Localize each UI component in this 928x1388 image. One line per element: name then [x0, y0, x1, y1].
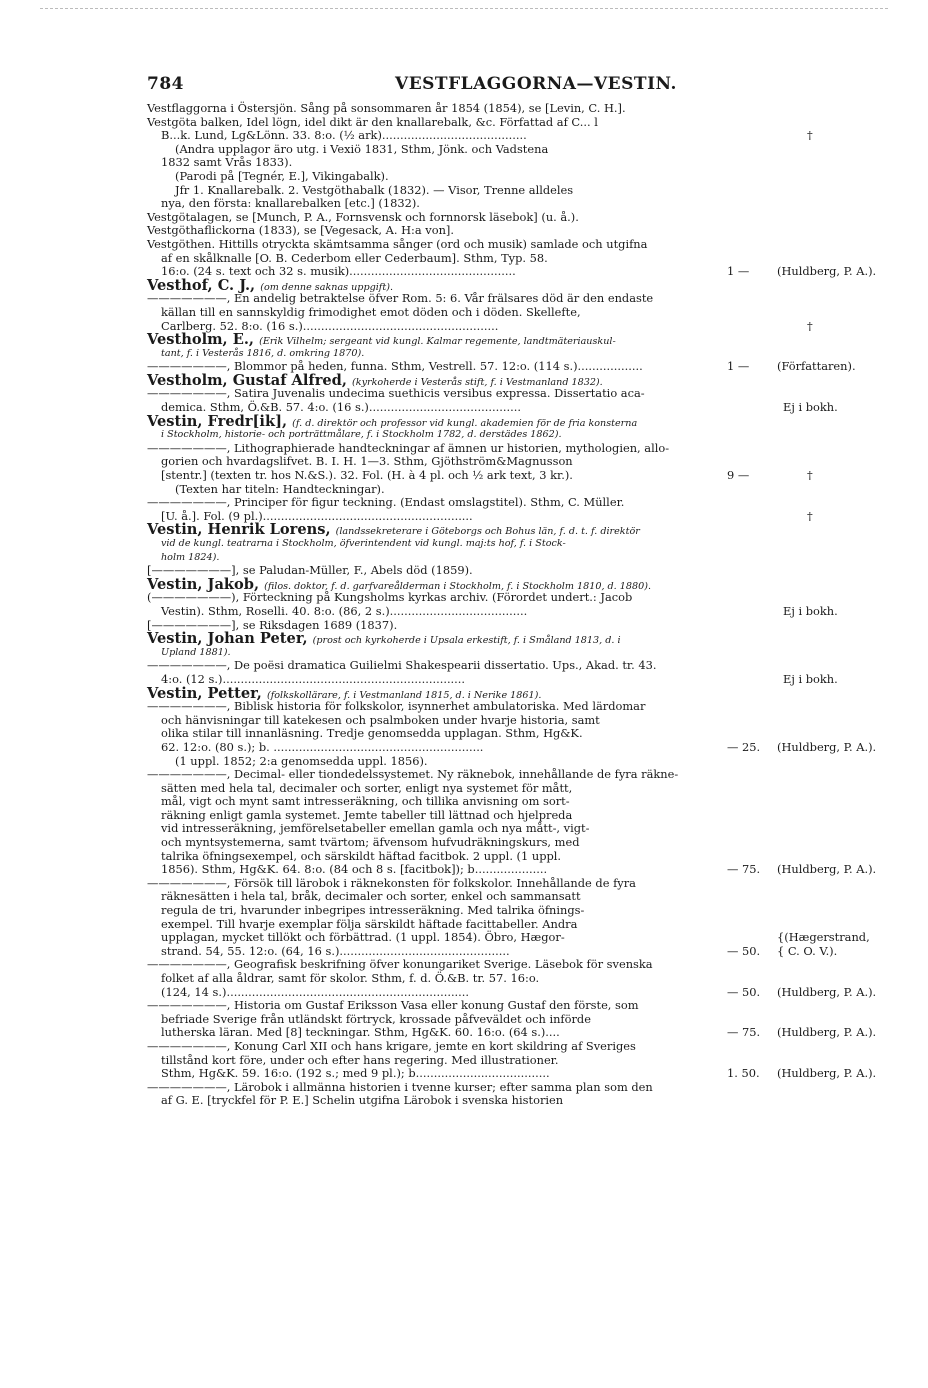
entry-text: Sthm, Hg&K. 59. 16:o. (192 s.; med 9 pl.); b..................................... — [161, 1066, 550, 1081]
entry-text: (Andra upplagor äro utg. i Vexiö 1831, Sthm, Jönk. och Vadstena — [175, 141, 549, 156]
entry-text: ———————, Lärobok i allmänna historien i tvenne kurser; efter samma plan som den — [147, 1079, 653, 1094]
entry-text: [U. å.]. Fol. (9 pl.).......................................................... — [161, 508, 473, 523]
entry-publisher-note: (Huldberg, P. A.). — [777, 984, 877, 999]
author-name: Vestin, Jakob, (filos. doktor, f. d. garfvareålderman i Stockholm, f. i Stockholm 1810, d. 1880). — [147, 575, 651, 593]
entry-line — [147, 863, 907, 877]
entry-line — [147, 646, 907, 660]
author-bio: (kyrkoherde i Vesterås stift, f. i Vestmanland 1832). — [352, 376, 603, 388]
entry-line — [147, 1081, 907, 1095]
author-bio: (folkskollärare, f. i Vestmanland 1815, d. i Nerike 1861). — [266, 689, 542, 701]
author-bio: (landssekreterare i Göteborgs och Bohus län, f. d. t. f. direktör — [335, 526, 640, 538]
entry-author-heading — [147, 684, 907, 702]
entry-text: 4:o. (12 s.)................................................................... — [161, 671, 466, 686]
entry-price: 9 — — [727, 468, 750, 483]
entry-text: talrika öfningsexempel, och särskildt häftad facitbok. 2 uppl. (1 uppl. — [161, 848, 562, 863]
entry-publisher-note: (Författaren). — [777, 359, 856, 374]
entry-text: (1 uppl. 1852; 2:a genomsedda uppl. 1856). — [175, 753, 428, 768]
entry-price: — 50. — [727, 943, 761, 958]
entry-text: lutherska läran. Med [8] teckningar. Sthm, Hg&K. 60. 16:o. (64 s.).... — [161, 1025, 560, 1040]
entry-line — [147, 347, 907, 361]
entry-line — [147, 1067, 907, 1081]
entry-line — [147, 795, 907, 809]
entry-text: upplagan, mycket tillökt och förbättrad. (1 uppl. 1854). Öbro, Hægor- — [161, 930, 565, 945]
entry-text: Vestgöthen. Hittills otryckta skämtsamma sånger (ord och musik) samlade och utgifna — [147, 236, 648, 251]
entry-price: 1. 50. — [727, 1066, 760, 1081]
entry-text: ———————, Historia om Gustaf Eriksson Vasa eller konung Gustaf den förste, som — [147, 998, 639, 1013]
entry-text: Vestflaggorna i Östersjön. Sång på sonsommaren år 1854 (1854), se [Levin, C. H.]. — [147, 101, 626, 115]
entry-publisher-note: † — [807, 508, 813, 523]
document-page — [147, 74, 907, 1108]
entry-text: ———————, Decimal- eller tiondedelssystemet. Ny räknebok, innehållande de fyra räkne- — [147, 767, 679, 782]
entry-publisher-note: † — [807, 128, 813, 143]
entry-text: [———————], se Paludan-Müller, F., Abels död (1859). — [147, 563, 473, 578]
entry-text: [———————], se Riksdagen 1689 (1837). — [147, 617, 398, 632]
author-name: Vestin, Henrik Lorens, (landssekreterare i Göteborgs och Bohus län, f. d. t. f. direktör — [147, 521, 640, 539]
entry-line — [147, 999, 907, 1013]
entry-text: (Parodi på [Tegnér, E.], Vikingabalk). — [175, 168, 389, 183]
entry-line — [147, 537, 907, 551]
entry-line — [147, 591, 907, 605]
entry-line — [147, 741, 907, 755]
entry-line — [147, 782, 907, 796]
entry-line — [147, 143, 907, 157]
entry-text: Vestgöthaflickorna (1833), se [Vegesack, A. H:a von]. — [147, 223, 454, 238]
entry-text: folket af alla åldrar, samt för skolor. Sthm, f. d. Ö.&B. tr. 57. 16:o. — [161, 971, 540, 985]
entry-publisher-note: Ej i bokh. — [783, 671, 838, 686]
entry-line — [147, 727, 907, 741]
entry-publisher-note: (Huldberg, P. A.). — [777, 862, 877, 877]
entry-text: tillstånd kort före, under och efter hans regering. Med illustrationer. — [161, 1052, 559, 1067]
entry-line — [147, 1013, 907, 1027]
entry-publisher-note: (Huldberg, P. A.). — [777, 1025, 877, 1040]
author-name: Vestin, Johan Peter, (prost och kyrkoherde i Upsala erkestift, f. i Småland 1813, d. i — [147, 630, 621, 648]
entry-publisher-note: (Huldberg, P. A.). — [777, 739, 877, 754]
entry-text: i Stockholm, historie- och porträttmålare, f. i Stockholm 1782, d. derstädes 1862). — [161, 429, 562, 441]
entry-text: befriade Sverige från utländskt förtryck, krossade påfveväldet och införde — [161, 1011, 591, 1026]
entry-line — [147, 238, 907, 252]
entry-text: Vestgötalagen, se [Munch, P. A., Fornsvensk och fornnorsk läsebok] (u. å.). — [147, 209, 579, 224]
entry-line — [147, 659, 907, 673]
entry-text: Vestin). Sthm, Roselli. 40. 8:o. (86, 2 s.)...................................... — [161, 603, 528, 618]
author-name: Vestholm, Gustaf Alfred, (kyrkoherde i Vesterås stift, f. i Vestmanland 1832). — [147, 371, 603, 389]
entry-line — [147, 986, 907, 1000]
entry-publisher-note: Ej i bokh. — [783, 400, 838, 415]
page-title: VESTFLAGGORNA—VESTIN. — [395, 74, 677, 94]
entry-text: ———————, Lithographierade handteckningar af ämnen ur historien, mythologien, allo- — [147, 440, 670, 455]
entry-line — [147, 714, 907, 728]
author-name: Vestin, Petter, (folkskollärare, f. i Vestmanland 1815, d. i Nerike 1861). — [147, 684, 542, 702]
entry-text: gorien och hvardagslifvet. B. I. H. 1—3. Sthm, Gjöthström&Magnusson — [161, 454, 573, 469]
author-bio: (f. d. direktör och professor vid kungl. akademien för de fria konsterna — [292, 417, 638, 429]
entry-line — [147, 972, 907, 986]
entry-line — [147, 184, 907, 198]
entry-author-heading — [147, 371, 907, 389]
entry-text: ———————, En andelig betraktelse öfver Rom. 5: 6. Vår frälsares död är den endaste — [147, 291, 654, 306]
entry-publisher-note: (Huldberg, P. A.). — [777, 1066, 877, 1081]
entry-text: regula de tri, hvarunder inbegripes intresseräkning. Med talrika öfnings- — [161, 903, 585, 918]
entry-text: räknesätten i hela tal, bråk, decimaler och sorter, enkel och sammansatt — [161, 889, 581, 904]
entry-text: af G. E. [tryckfel för P. E.] Schelin utgifna Lärobok i svenska historien — [161, 1093, 564, 1108]
author-name: Vesthof, C. J., (om denne saknas uppgift). — [147, 276, 394, 294]
entry-line — [147, 483, 907, 497]
entry-line — [147, 306, 907, 320]
entry-text: olika stilar till innanläsning. Tredje genomsedda upplagan. Sthm, Hg&K. — [161, 726, 583, 741]
entry-text: holm 1824). — [161, 551, 220, 563]
entry-line — [147, 387, 907, 401]
entry-text: räkning enligt gamla systemet. Jemte tabeller till lättnad och hjelpreda — [161, 807, 573, 822]
entry-line — [147, 890, 907, 904]
entry-author-heading — [147, 632, 907, 646]
entry-price: — 25. — [727, 739, 761, 754]
entry-text: (———————), Förteckning på Kungsholms kyrkas archiv. (Förordet undert.: Jacob — [147, 590, 633, 605]
entry-line — [147, 958, 907, 972]
entry-text: Carlberg. 52. 8:o. (16 s.)...................................................... — [161, 318, 499, 333]
entry-author-heading — [147, 333, 907, 347]
entry-publisher-note: † — [807, 468, 813, 483]
entry-text: och hänvisningar till katekesen och psalmboken under hvarje historia, samt — [161, 712, 600, 727]
entry-price: — 50. — [727, 984, 761, 999]
entry-text: ———————, Försök till lärobok i räknekonsten för folkskolor. Innehållande de fyra — [147, 875, 636, 890]
entry-line — [147, 170, 907, 184]
author-name: Vestin, Fredr[ik], (f. d. direktör och professor vid kungl. akademien för de fria konsterna — [147, 412, 638, 430]
author-name: Vestholm, E., (Erik Vilhelm; sergeant vid kungl. Kalmar regemente, landtmäteriauskul- — [147, 331, 616, 349]
author-bio: (filos. doktor, f. d. garfvareålderman i Stockholm, f. i Stockholm 1810, d. 1880). — [264, 580, 651, 592]
entry-line — [147, 1094, 907, 1108]
entry-line — [147, 224, 907, 238]
entry-text: 1856). Sthm, Hg&K. 64. 8:o. (84 och 8 s. [facitbok]); b.................... — [161, 862, 548, 877]
entry-text: 1832 samt Vrås 1833). — [161, 155, 293, 170]
entry-line — [147, 320, 907, 334]
author-bio: (Erik Vilhelm; sergeant vid kungl. Kalmar regemente, landtmäteriauskul- — [259, 336, 616, 348]
entry-line — [147, 605, 907, 619]
entry-line — [147, 156, 907, 170]
entry-line — [147, 292, 907, 306]
entry-text: vid intresseräkning, jemförelsetabeller emellan gamla och nya mått-, vigt- — [161, 821, 590, 836]
entry-author-heading — [147, 276, 907, 294]
entry-publisher-note: { C. O. V.). — [777, 943, 838, 958]
entry-text: 62. 12:o. (80 s.); b. .......................................................... — [161, 739, 484, 754]
entry-publisher-note: (Huldberg, P. A.). — [777, 264, 877, 279]
entry-line — [147, 904, 907, 918]
entry-text: B...k. Lund, Lg&Lönn. 33. 8:o. (½ ark)........................................ — [161, 128, 527, 143]
entry-text: Vestgöta balken, Idel lögn, idel dikt är den knallarebalk, &c. Författad af C... l — [147, 114, 598, 129]
entry-text: af en skålknalle [O. B. Cederbom eller Cederbaum]. Sthm, Typ. 58. — [161, 250, 548, 265]
entry-line — [147, 1040, 907, 1054]
entry-line — [147, 455, 907, 469]
page-number: 784 — [147, 74, 184, 94]
entry-line — [147, 265, 907, 279]
author-bio: (om denne saknas uppgift). — [260, 281, 394, 293]
entry-line — [147, 822, 907, 836]
entry-text: strand. 54, 55. 12:o. (64, 16 s.)............................................... — [161, 943, 510, 958]
entry-line — [147, 836, 907, 850]
entry-text: ———————, Satira Juvenalis undecima suethicis versibus expressa. Dissertatio aca- — [147, 386, 645, 401]
entry-line — [147, 850, 907, 864]
entry-line — [147, 877, 907, 891]
entry-text: källan till en sannskyldig frimodighet emot döden och i döden. Skellefte, — [161, 304, 581, 319]
entry-text: ———————, Principer för figur teckning. (Endast omslagstitel). Sthm, C. Müller. — [147, 495, 625, 510]
entry-text: nya, den första: knallarebalken [etc.] (1832). — [161, 196, 420, 211]
entry-text: (Texten har titeln: Handteckningar). — [175, 481, 385, 496]
page-header — [147, 74, 907, 96]
entry-price: — 75. — [727, 862, 761, 877]
entry-publisher-note: † — [807, 318, 813, 333]
entry-price: — 75. — [727, 1025, 761, 1040]
entry-text: exempel. Till hvarje exemplar följa särskildt häftade facittabeller. Andra — [161, 916, 578, 931]
entry-text: Upland 1881). — [161, 646, 231, 658]
entry-line — [147, 931, 907, 945]
entry-text: demica. Sthm, Ö.&B. 57. 4:o. (16 s.).......................................... — [161, 400, 521, 415]
entry-text: 16:o. (24 s. text och 32 s. musik).............................................. — [161, 264, 516, 279]
entry-publisher-note: {(Hægerstrand, — [777, 930, 870, 945]
top-dashed-rule — [40, 8, 888, 9]
entry-publisher-note: Ej i bokh. — [783, 603, 838, 618]
entry-text: [stentr.] (texten tr. hos N.&S.). 32. Fol. (H. à 4 pl. och ½ ark text, 3 kr.). — [161, 468, 573, 483]
entry-text: vid de kungl. teatrarna i Stockholm, öfverintendent vid kungl. maj:ts hof, f. i Stock- — [161, 538, 566, 549]
catalog-entries — [147, 102, 907, 1108]
entry-line — [147, 918, 907, 932]
entry-author-heading — [147, 412, 907, 430]
entry-text: ———————, Blommor på heden, funna. Sthm, Vestrell. 57. 12:o. (114 s.).................. — [147, 359, 643, 374]
entry-price: 1 — — [727, 264, 750, 279]
entry-line — [147, 129, 907, 143]
entry-text: ———————, Konung Carl XII och hans krigare, jemte en kort skildring af Sveriges — [147, 1038, 636, 1053]
entry-text: ———————, De poësi dramatica Guilielmi Shakespearii dissertatio. Ups., Akad. tr. 43. — [147, 658, 657, 673]
entry-author-heading — [147, 575, 907, 593]
entry-text: (124, 14 s.)................................................................... — [161, 984, 470, 999]
entry-author-heading — [147, 523, 907, 537]
entry-text: tant, f. i Vesterås 1816, d. omkring 1870). — [161, 347, 365, 359]
entry-line — [147, 768, 907, 782]
entry-line — [147, 252, 907, 266]
entry-line — [147, 197, 907, 211]
entry-line — [147, 551, 907, 565]
entry-text: ———————, Geografisk beskrifning öfver konungariket Sverige. Läsebok för svenska — [147, 957, 653, 972]
entry-line — [147, 1054, 907, 1068]
entry-text: ———————, Biblisk historia för folkskolor, isynnerhet ambulatoriska. Med lärdomar — [147, 699, 646, 714]
entry-text: sätten med hela tal, decimaler och sorter, enligt nya systemet för mått, — [161, 780, 573, 795]
entry-line — [147, 469, 907, 483]
entry-line — [147, 945, 907, 959]
entry-price: 1 — — [727, 359, 750, 374]
entry-line — [147, 755, 907, 769]
entry-text: Jfr 1. Knallarebalk. 2. Vestgöthabalk (1832). — Visor, Trenne alldeles — [175, 182, 574, 197]
entry-line — [147, 102, 907, 116]
entry-line — [147, 1026, 907, 1040]
entry-line — [147, 428, 907, 442]
author-bio: (prost och kyrkoherde i Upsala erkestift, f. i Småland 1813, d. i — [312, 635, 621, 647]
entry-line — [147, 442, 907, 456]
entry-line — [147, 496, 907, 510]
entry-text: och myntsystemerna, samt tvärtom; äfvensom hufvudräkningskurs, med — [161, 835, 580, 850]
entry-line — [147, 211, 907, 225]
entry-line — [147, 700, 907, 714]
entry-line — [147, 809, 907, 823]
entry-text: mål, vigt och mynt samt intresseräkning, och tillika anvisning om sort- — [161, 794, 570, 809]
entry-line — [147, 116, 907, 130]
